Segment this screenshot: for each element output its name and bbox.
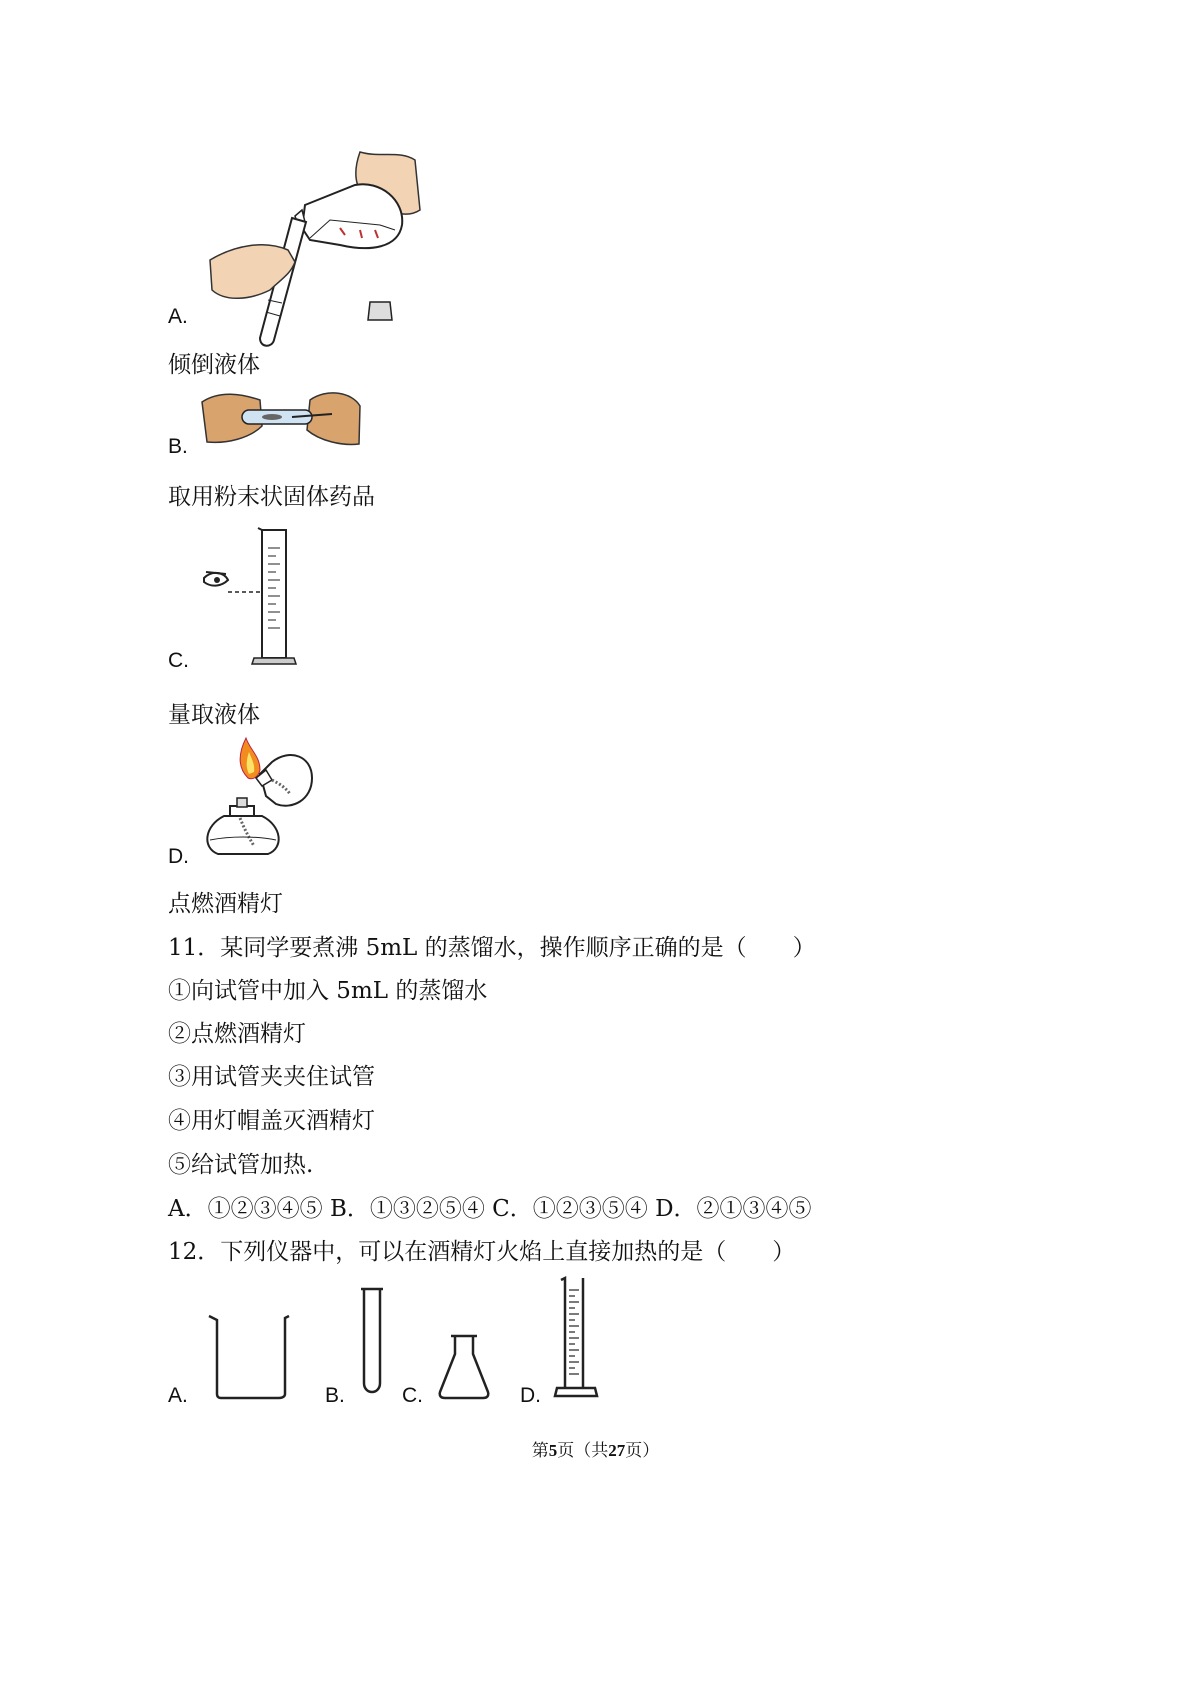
- q11-step-1: ①向试管中加入 5mL 的蒸馏水: [168, 978, 488, 1004]
- conical-flask-icon: [437, 1334, 491, 1400]
- q10-option-d-caption: 点燃酒精灯: [168, 891, 283, 917]
- q10-option-c-caption: 量取液体: [168, 702, 260, 728]
- footer-suffix: 页）: [625, 1441, 660, 1461]
- light-alcohol-lamp-illustration: [200, 736, 320, 860]
- footer-prefix: 第: [531, 1441, 549, 1461]
- footer-total-pages: 27: [608, 1441, 626, 1460]
- q10-option-b-caption: 取用粉末状固体药品: [168, 484, 375, 510]
- test-tube-icon: [359, 1287, 385, 1397]
- page-footer: [0, 1436, 1191, 1461]
- powder-into-tube-illustration: [202, 386, 362, 450]
- pour-liquid-illustration: [210, 150, 430, 350]
- q10-option-b-letter: B.: [168, 435, 188, 458]
- q11-choice-b: B．①③②⑤④: [329, 1196, 485, 1222]
- read-graduated-cylinder-illustration: [200, 528, 300, 666]
- q11-choices: [168, 1190, 812, 1223]
- q11-stem: 11．某同学要煮沸 5mL 的蒸馏水，操作顺序正确的是（ ）: [168, 935, 816, 961]
- q12-option-c-letter: C.: [402, 1384, 423, 1407]
- beaker-icon: [207, 1314, 291, 1400]
- q11-step-3: ③用试管夹夹住试管: [168, 1064, 375, 1090]
- q10-option-d-letter: D.: [168, 845, 189, 868]
- q11-step-4: ④用灯帽盖灭酒精灯: [168, 1108, 375, 1134]
- q11-choice-d: D．②①③④⑤: [655, 1196, 812, 1222]
- q10-option-a-letter: A.: [168, 305, 188, 328]
- footer-page-number: 5: [548, 1441, 558, 1460]
- q11-step-5: ⑤给试管加热.: [168, 1152, 314, 1178]
- q12-stem: 12．下列仪器中，可以在酒精灯火焰上直接加热的是（ ）: [168, 1239, 796, 1265]
- footer-middle: 页（共: [557, 1441, 609, 1461]
- q12-option-b-letter: B.: [325, 1384, 345, 1407]
- q11-choice-a: A．①②③④⑤: [168, 1196, 323, 1222]
- q10-option-c-letter: C.: [168, 649, 189, 672]
- graduated-cylinder-icon: [553, 1276, 601, 1400]
- q12-option-d-letter: D.: [520, 1384, 541, 1407]
- q11-step-2: ②点燃酒精灯: [168, 1021, 306, 1047]
- q10-option-a-caption: 倾倒液体: [168, 352, 260, 378]
- q12-option-a-letter: A.: [168, 1384, 188, 1407]
- q11-choice-c: C．①②③⑤④: [492, 1196, 648, 1222]
